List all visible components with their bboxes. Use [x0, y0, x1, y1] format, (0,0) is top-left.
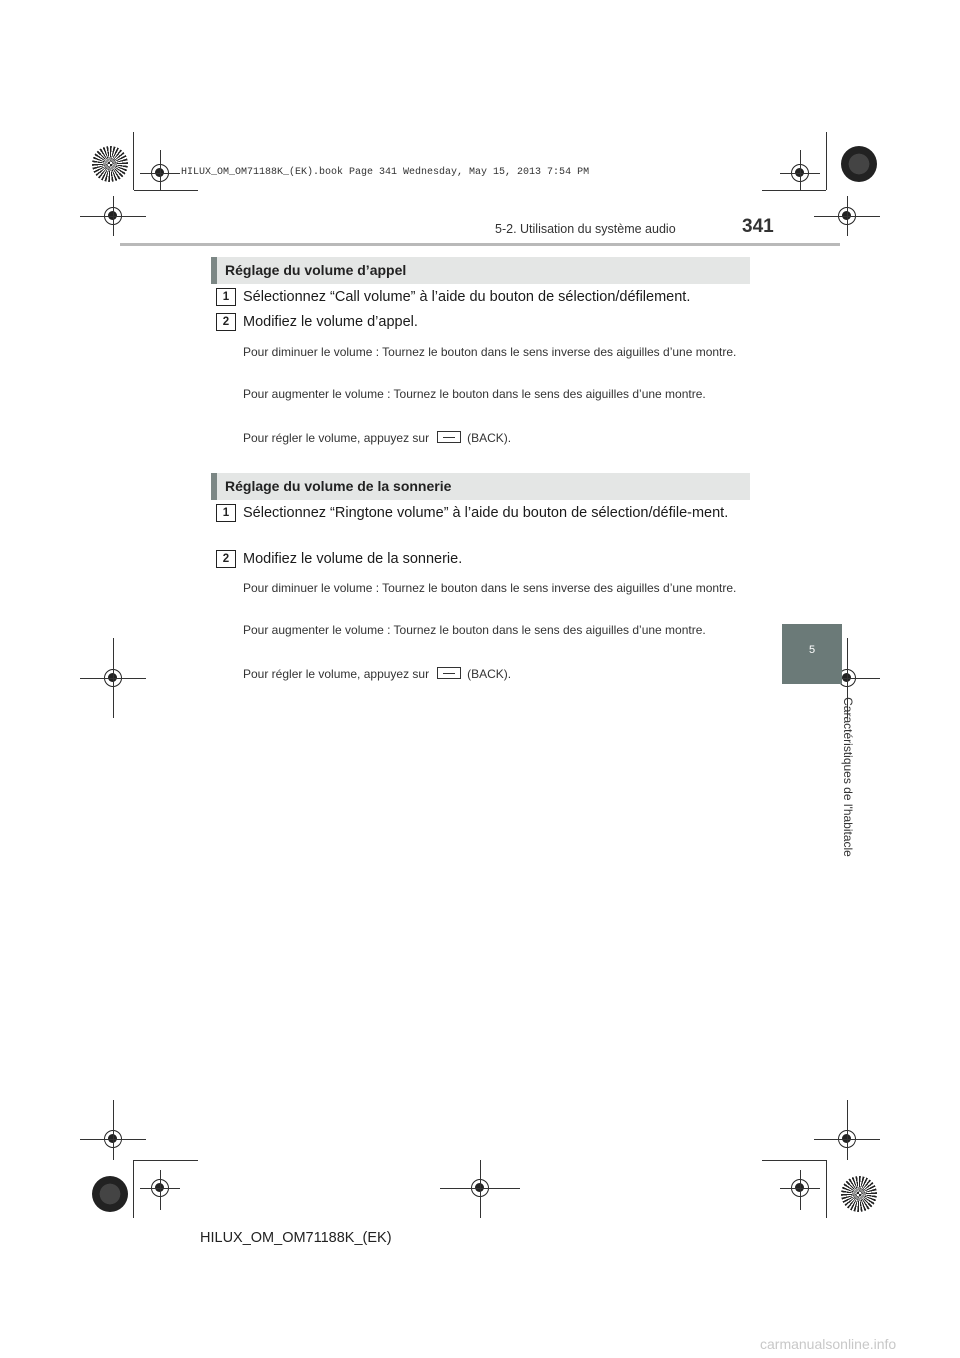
back-note	[243, 428, 746, 449]
step-number: 2	[216, 550, 236, 568]
section-title: Réglage du volume de la sonnerie	[225, 478, 452, 494]
color-star-icon	[92, 1176, 128, 1212]
back-button-icon	[437, 667, 461, 679]
step-number: 1	[216, 504, 236, 522]
section-title: Réglage du volume d’appel	[225, 262, 407, 278]
color-star-icon	[841, 146, 877, 182]
note-paragraph: Pour diminuer le volume : Tournez le bouton dans le sens inverse des aiguilles d’une montre.	[243, 345, 737, 359]
back-note-before: Pour régler le volume, appuyez sur	[243, 431, 430, 445]
note-paragraph: Pour augmenter le volume : Tournez le bouton dans le sens des aiguilles d’une montre.	[243, 387, 706, 401]
step-text: Sélectionnez “Call volume” à l’aide du bouton de sélection/défilement.	[243, 289, 691, 305]
header-section-title: 5-2. Utilisation du système audio	[495, 222, 676, 236]
section-header-ringtone-volume	[211, 473, 750, 500]
step-number: 1	[216, 288, 236, 306]
back-button-icon	[437, 431, 461, 443]
step-number: 2	[216, 313, 236, 331]
print-slug: HILUX_OM_OM71188K_(EK).book Page 341 Wednesday, May 15, 2013 7:54 PM	[181, 167, 590, 178]
note-paragraph: Pour diminuer le volume : Tournez le bouton dans le sens inverse des aiguilles d’une montre.	[243, 581, 737, 595]
color-star-icon	[92, 146, 128, 182]
header-rule	[120, 243, 840, 246]
note-paragraph: Pour augmenter le volume : Tournez le bouton dans le sens des aiguilles d’une montre.	[243, 623, 706, 637]
color-star-icon	[841, 1176, 877, 1212]
section-header-call-volume	[211, 257, 750, 284]
back-note	[243, 664, 746, 685]
back-note-before: Pour régler le volume, appuyez sur	[243, 667, 430, 681]
footer-manual-code: HILUX_OM_OM71188K_(EK)	[200, 1230, 392, 1246]
back-note-after: (BACK).	[467, 667, 512, 681]
step-text: Sélectionnez “Ringtone volume” à l’aide du bouton de sélection/défile-ment.	[243, 505, 729, 521]
back-note-after: (BACK).	[467, 431, 512, 445]
page-number: 341	[742, 216, 774, 237]
step-text: Modifiez le volume de la sonnerie.	[243, 551, 463, 567]
step-text: Modifiez le volume d’appel.	[243, 314, 418, 330]
chapter-tab-number: 5	[808, 644, 816, 656]
watermark: carmanualsonline.info	[760, 1336, 897, 1352]
chapter-tab-label: Caractéristiques de l'habitacle	[841, 697, 855, 857]
